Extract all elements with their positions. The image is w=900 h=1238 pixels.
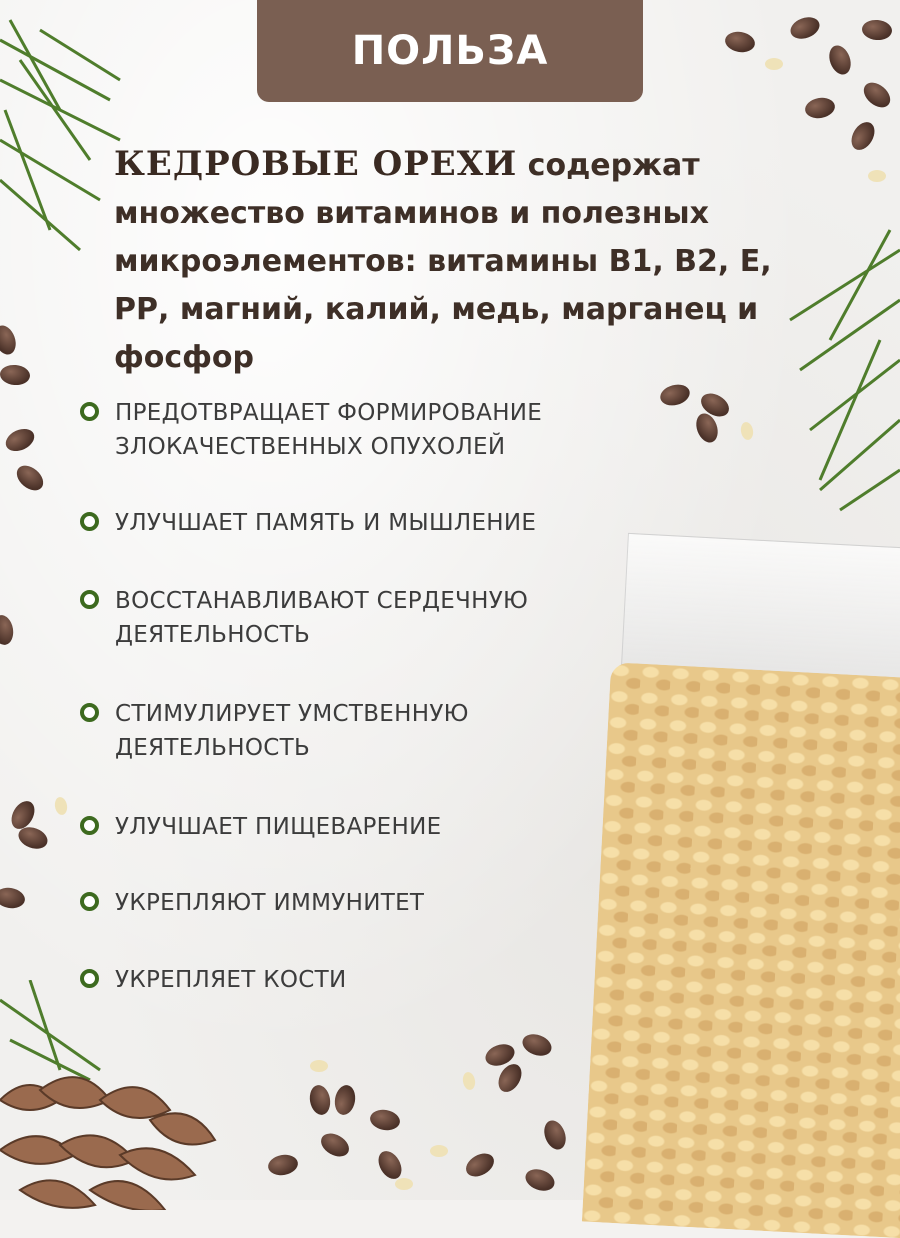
- benefit-text: ВОССТАНАВЛИВАЮТ СЕРДЕЧНУЮ ДЕЯТЕЛЬНОСТЬ: [115, 588, 529, 648]
- circle-bullet-icon: [80, 512, 99, 531]
- list-item: [80, 396, 615, 464]
- page-title: ПОЛЬЗА: [351, 28, 549, 74]
- benefit-text: УКРЕПЛЯЕТ КОСТИ: [115, 967, 347, 993]
- header-banner: [257, 0, 643, 102]
- list-item: [80, 886, 615, 920]
- pine-nut-icon: [868, 170, 886, 182]
- circle-bullet-icon: [80, 816, 99, 835]
- benefit-text: УКРЕПЛЯЮТ ИММУНИТЕТ: [115, 890, 425, 916]
- benefit-text: УЛУЧШАЕТ ПАМЯТЬ И МЫШЛЕНИЕ: [115, 510, 537, 536]
- list-item: [80, 963, 615, 997]
- pine-branch-icon: [0, 0, 130, 260]
- pine-cone-icon: [0, 1040, 230, 1210]
- intro-highlight: КЕДРОВЫЕ ОРЕХИ: [114, 144, 518, 184]
- intro-paragraph: [114, 140, 814, 382]
- circle-bullet-icon: [80, 402, 99, 421]
- circle-bullet-icon: [80, 703, 99, 722]
- list-item: [80, 506, 615, 540]
- list-item: [80, 584, 575, 652]
- list-item: [80, 810, 615, 844]
- pine-nut-icon: [430, 1145, 448, 1157]
- pine-nut-icon: [395, 1178, 413, 1190]
- list-item: [80, 697, 535, 765]
- benefit-text: УЛУЧШАЕТ ПИЩЕВАРЕНИЕ: [115, 814, 442, 840]
- circle-bullet-icon: [80, 892, 99, 911]
- circle-bullet-icon: [80, 969, 99, 988]
- pine-nut-bag-image: [572, 532, 900, 1228]
- circle-bullet-icon: [80, 590, 99, 609]
- benefit-text: ПРЕДОТВРАЩАЕТ ФОРМИРОВАНИЕ ЗЛОКАЧЕСТВЕННЫХ ОПУХОЛЕЙ: [115, 400, 543, 460]
- pine-nut-icon: [310, 1060, 328, 1072]
- intro-text: содержат множество витаминов и полезных микроэлементов: витамины В1, В2, Е, РР, магний, калий, медь, марганец и фосфор: [114, 148, 772, 375]
- bag-kernels: [582, 662, 900, 1238]
- pine-nut-icon: [765, 58, 783, 70]
- benefit-text: СТИМУЛИРУЕТ УМСТВЕННУЮ ДЕЯТЕЛЬНОСТЬ: [115, 701, 469, 761]
